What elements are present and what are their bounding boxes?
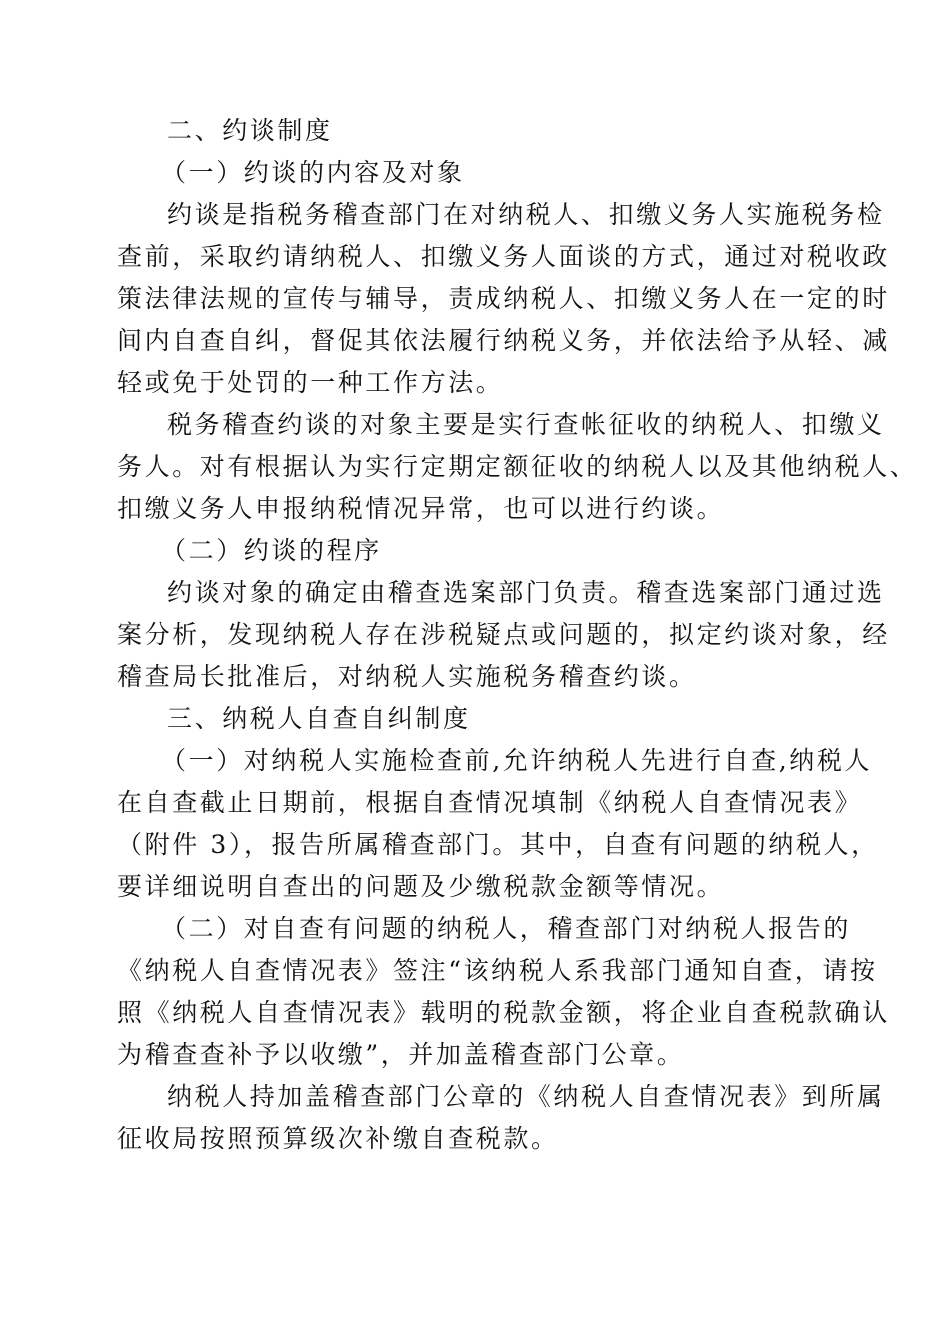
paragraph-line: 稽查局长批准后，对纳税人实施税务稽查约谈。 — [117, 662, 697, 691]
paragraph-line: 查前，采取约请纳税人、扣缴义务人面谈的方式，通过对税收政 — [117, 242, 890, 271]
paragraph-line: 间内自查自纠，督促其依法履行纳税义务，并依法给予从轻、减 — [117, 326, 890, 355]
paragraph-line: （二）对自查有问题的纳税人，稽查部门对纳税人报告的 — [161, 914, 852, 943]
section-heading-self-check-system: 三、纳税人自查自纠制度 — [167, 704, 471, 733]
subheading-interview-content: （一）约谈的内容及对象 — [161, 158, 465, 187]
paragraph-line: 税务稽查约谈的对象主要是实行查帐征收的纳税人、扣缴义 — [167, 410, 885, 439]
paragraph-line: 约谈是指税务稽查部门在对纳税人、扣缴义务人实施税务检 — [167, 200, 885, 229]
paragraph-line: 扣缴义务人申报纳税情况异常，也可以进行约谈。 — [117, 494, 725, 523]
paragraph-line: 《纳税人自查情况表》签注“该纳税人系我部门通知自查，请按 — [117, 956, 878, 985]
document-page — [117, 110, 918, 1160]
subheading-interview-procedure: （二）约谈的程序 — [161, 536, 382, 565]
paragraph-line: （附件 3），报告所属稽查部门。其中，自查有问题的纳税人， — [117, 830, 879, 859]
paragraph-line: 在自查截止日期前，根据自查情况填制《纳税人自查情况表》 — [117, 788, 863, 817]
paragraph-line: 纳税人持加盖稽查部门公章的《纳税人自查情况表》到所属 — [167, 1082, 885, 1111]
paragraph-line: 要详细说明自查出的问题及少缴税款金额等情况。 — [117, 872, 725, 901]
paragraph-line: 案分析，发现纳税人存在涉税疑点或问题的，拟定约谈对象，经 — [117, 620, 890, 649]
paragraph-line: 轻或免于处罚的一种工作方法。 — [117, 368, 504, 397]
paragraph-line: （一）对纳税人实施检查前,允许纳税人先进行自查,纳税人 — [161, 746, 873, 775]
section-heading-interview-system: 二、约谈制度 — [167, 116, 333, 145]
paragraph-line: 务人。对有根据认为实行定期定额征收的纳税人以及其他纳税人、 — [117, 452, 918, 481]
paragraph-line: 照《纳税人自查情况表》载明的税款金额，将企业自查税款确认 — [117, 998, 890, 1027]
paragraph-line: 约谈对象的确定由稽查选案部门负责。稽查选案部门通过选 — [167, 578, 885, 607]
paragraph-line: 征收局按照预算级次补缴自查税款。 — [117, 1124, 559, 1153]
paragraph-line: 策法律法规的宣传与辅导，责成纳税人、扣缴义务人在一定的时 — [117, 284, 890, 313]
paragraph-line: 为稽查查补予以收缴”，并加盖稽查部门公章。 — [117, 1040, 685, 1069]
